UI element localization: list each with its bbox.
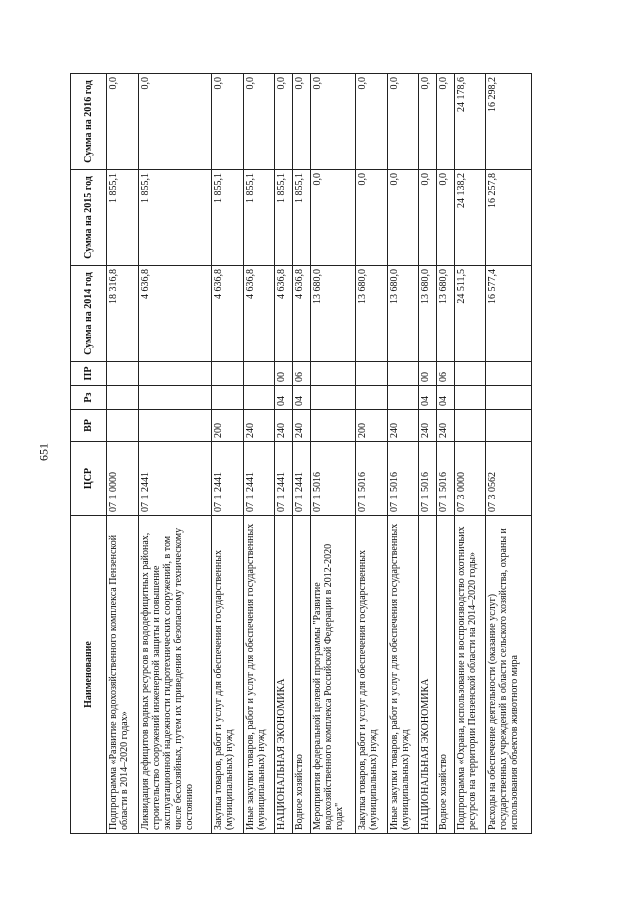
cell-sum-2016: 0,0 (107, 74, 139, 170)
cell-csr: 07 1 5016 (356, 442, 388, 516)
cell-csr: 07 1 2441 (211, 442, 243, 516)
cell-vr (138, 410, 211, 442)
header-sum-2016: Сумма на 2016 год (71, 74, 107, 170)
cell-sum-2014: 4 636,8 (243, 266, 275, 362)
header-rz: Рз (71, 386, 107, 410)
cell-sum-2015: 1 855,1 (138, 170, 211, 266)
cell-sum-2014: 13 680,0 (310, 266, 356, 362)
table-row (486, 74, 532, 834)
table-row (387, 74, 419, 834)
cell-pr (138, 362, 211, 386)
cell-pr (243, 362, 275, 386)
cell-sum-2015: 0,0 (310, 170, 356, 266)
cell-name: Расходы на обеспечение деятельности (оказание услуг) государственных учреждений в области сельского хозяйства, охраны и использования объектов животного мира (486, 516, 532, 834)
cell-vr (310, 410, 356, 442)
cell-rz: 04 (437, 386, 455, 410)
cell-vr: 240 (292, 410, 310, 442)
cell-sum-2014: 4 636,8 (292, 266, 310, 362)
cell-csr: 07 1 2441 (243, 442, 275, 516)
cell-pr (107, 362, 139, 386)
cell-sum-2016: 0,0 (138, 74, 211, 170)
cell-csr: 07 3 0000 (454, 442, 486, 516)
table-row (275, 74, 293, 834)
cell-sum-2015: 0,0 (387, 170, 419, 266)
cell-pr: 00 (275, 362, 293, 386)
cell-pr (211, 362, 243, 386)
cell-sum-2014: 18 316,8 (107, 266, 139, 362)
cell-name: Водное хозяйство (437, 516, 455, 834)
cell-sum-2016: 0,0 (310, 74, 356, 170)
cell-rz (243, 386, 275, 410)
cell-rz: 04 (419, 386, 437, 410)
cell-sum-2014: 13 680,0 (437, 266, 455, 362)
cell-sum-2016: 0,0 (275, 74, 293, 170)
cell-vr: 240 (243, 410, 275, 442)
cell-vr (107, 410, 139, 442)
cell-sum-2016: 0,0 (356, 74, 388, 170)
cell-vr: 200 (356, 410, 388, 442)
cell-sum-2016: 0,0 (243, 74, 275, 170)
cell-csr: 07 1 5016 (419, 442, 437, 516)
cell-vr: 200 (211, 410, 243, 442)
cell-vr (454, 410, 486, 442)
cell-name: НАЦИОНАЛЬНАЯ ЭКОНОМИКА (419, 516, 437, 834)
cell-sum-2014: 13 680,0 (356, 266, 388, 362)
table-header-row (71, 74, 107, 834)
cell-pr: 06 (437, 362, 455, 386)
cell-sum-2016: 0,0 (387, 74, 419, 170)
cell-name: Водное хозяйство (292, 516, 310, 834)
cell-sum-2015: 1 855,1 (243, 170, 275, 266)
cell-pr (387, 362, 419, 386)
table-row (107, 74, 139, 834)
cell-sum-2014: 13 680,0 (419, 266, 437, 362)
cell-csr: 07 1 5016 (387, 442, 419, 516)
cell-name: Мероприятия федеральной целевой программы "Развитие водохозяйственного комплекса Российской Федерации в 2012-2020 годах" (310, 516, 356, 834)
header-pr: ПР (71, 362, 107, 386)
cell-name: Ликвидация дефицитов водных ресурсов в вододефицитных районах, строительство сооружений инженерной защиты и повышение эксплуатационной надежности гидротехнических сооружений, в том числе бесхозяйных, путем их приведения к безопасному техническому состоянию (138, 516, 211, 834)
cell-sum-2014: 4 636,8 (138, 266, 211, 362)
cell-vr: 240 (387, 410, 419, 442)
cell-rz (387, 386, 419, 410)
table-row (419, 74, 437, 834)
cell-vr: 240 (437, 410, 455, 442)
budget-table (70, 73, 532, 834)
cell-vr: 240 (419, 410, 437, 442)
cell-sum-2015: 1 855,1 (107, 170, 139, 266)
cell-name: Иные закупки товаров, работ и услуг для обеспечения государственных (муниципальных) нужд (243, 516, 275, 834)
table-row (292, 74, 310, 834)
cell-rz (211, 386, 243, 410)
cell-name: Закупка товаров, работ и услуг для обеспечения государственных (муниципальных) нужд (356, 516, 388, 834)
cell-name: Подпрограмма «Развитие водохозяйственного комплекса Пензенской области в 2014–2020 годах» (107, 516, 139, 834)
table-row (138, 74, 211, 834)
cell-sum-2016: 0,0 (419, 74, 437, 170)
cell-sum-2014: 13 680,0 (387, 266, 419, 362)
cell-csr: 07 3 0562 (486, 442, 532, 516)
cell-csr: 07 1 2441 (275, 442, 293, 516)
cell-csr: 07 1 2441 (138, 442, 211, 516)
table-row (310, 74, 356, 834)
cell-pr: 00 (419, 362, 437, 386)
cell-sum-2016: 0,0 (292, 74, 310, 170)
header-name: Наименование (71, 516, 107, 834)
cell-pr (310, 362, 356, 386)
table-row (211, 74, 243, 834)
page-number: 651 (36, 443, 51, 461)
cell-rz: 04 (275, 386, 293, 410)
cell-vr (486, 410, 532, 442)
table-row (243, 74, 275, 834)
cell-csr: 07 1 2441 (292, 442, 310, 516)
budget-table-container (70, 74, 532, 834)
cell-sum-2014: 16 577,4 (486, 266, 532, 362)
cell-csr: 07 1 5016 (437, 442, 455, 516)
header-sum-2014: Сумма на 2014 год (71, 266, 107, 362)
cell-sum-2015: 1 855,1 (275, 170, 293, 266)
cell-csr: 07 1 0000 (107, 442, 139, 516)
cell-sum-2014: 4 636,8 (275, 266, 293, 362)
table-row (356, 74, 388, 834)
cell-sum-2016: 24 178,6 (454, 74, 486, 170)
cell-pr (356, 362, 388, 386)
cell-sum-2016: 0,0 (437, 74, 455, 170)
cell-sum-2015: 1 855,1 (211, 170, 243, 266)
cell-sum-2015: 1 855,1 (292, 170, 310, 266)
cell-rz (107, 386, 139, 410)
cell-rz (356, 386, 388, 410)
cell-sum-2016: 16 298,2 (486, 74, 532, 170)
cell-pr: 06 (292, 362, 310, 386)
header-csr: ЦСР (71, 442, 107, 516)
cell-rz (454, 386, 486, 410)
cell-sum-2015: 0,0 (419, 170, 437, 266)
cell-csr: 07 1 5016 (310, 442, 356, 516)
cell-sum-2015: 16 257,8 (486, 170, 532, 266)
cell-sum-2015: 0,0 (356, 170, 388, 266)
cell-name: Закупка товаров, работ и услуг для обеспечения государственных (муниципальных) нужд (211, 516, 243, 834)
header-sum-2015: Сумма на 2015 год (71, 170, 107, 266)
cell-sum-2016: 0,0 (211, 74, 243, 170)
cell-sum-2015: 24 138,2 (454, 170, 486, 266)
cell-rz (310, 386, 356, 410)
table-row (454, 74, 486, 834)
cell-rz (138, 386, 211, 410)
cell-name: НАЦИОНАЛЬНАЯ ЭКОНОМИКА (275, 516, 293, 834)
cell-sum-2014: 4 636,8 (211, 266, 243, 362)
cell-name: Иные закупки товаров, работ и услуг для обеспечения государственных (муниципальных) нужд (387, 516, 419, 834)
cell-rz (486, 386, 532, 410)
cell-name: Подпрограмма «Охрана, использование и воспроизводство охотничьих ресурсов на территории Пензенской области на 2014–2020 годы» (454, 516, 486, 834)
header-vr: ВР (71, 410, 107, 442)
cell-rz: 04 (292, 386, 310, 410)
table-body (107, 74, 532, 834)
cell-sum-2015: 0,0 (437, 170, 455, 266)
table-row (437, 74, 455, 834)
cell-sum-2014: 24 511,5 (454, 266, 486, 362)
cell-pr (454, 362, 486, 386)
cell-pr (486, 362, 532, 386)
cell-vr: 240 (275, 410, 293, 442)
